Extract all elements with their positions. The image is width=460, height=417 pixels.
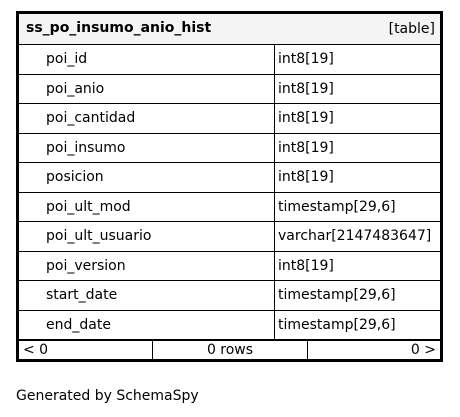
column-name: poi_ult_mod xyxy=(46,198,131,215)
column-name: poi_insumo xyxy=(46,139,126,156)
table-kind-label: [table] xyxy=(388,21,435,37)
column-name: poi_cantidad xyxy=(46,110,136,126)
column-name: posicion xyxy=(46,169,104,185)
column-type: timestamp[29,6] xyxy=(278,287,396,303)
column-list xyxy=(19,45,440,340)
column-row[interactable] xyxy=(19,193,440,223)
children-count-cell[interactable] xyxy=(308,341,440,359)
column-type: int8[19] xyxy=(278,80,334,97)
row-count-cell xyxy=(153,341,308,359)
column-type: int8[19] xyxy=(278,257,334,274)
column-type: int8[19] xyxy=(278,139,334,156)
column-name: poi_anio xyxy=(46,80,105,97)
generated-by-caption: Generated by SchemaSpy xyxy=(16,388,199,404)
column-row[interactable] xyxy=(19,75,440,105)
children-count: 0 > xyxy=(410,342,436,358)
column-type: timestamp[29,6] xyxy=(278,198,396,215)
column-name: poi_id xyxy=(46,51,88,67)
table-name[interactable]: ss_po_insumo_anio_hist xyxy=(26,20,212,36)
column-row[interactable] xyxy=(19,252,440,282)
table-node[interactable] xyxy=(16,11,443,362)
column-type: varchar[2147483647] xyxy=(278,228,432,244)
column-name: start_date xyxy=(46,287,118,303)
parents-count-cell[interactable] xyxy=(19,341,153,359)
row-count: 0 rows xyxy=(206,342,254,358)
column-type: timestamp[29,6] xyxy=(278,316,396,333)
table-header xyxy=(19,14,440,45)
column-row[interactable] xyxy=(19,45,440,75)
column-type: int8[19] xyxy=(278,51,334,67)
parents-count: < 0 xyxy=(23,342,49,358)
column-name: end_date xyxy=(46,316,111,333)
column-row[interactable] xyxy=(19,281,440,311)
column-type: int8[19] xyxy=(278,110,334,126)
column-type: int8[19] xyxy=(278,169,334,185)
column-row[interactable] xyxy=(19,134,440,164)
table-footer xyxy=(19,340,440,359)
column-name: poi_ult_usuario xyxy=(46,228,152,244)
column-name: poi_version xyxy=(46,257,126,274)
column-row[interactable] xyxy=(19,311,440,341)
column-row[interactable] xyxy=(19,163,440,193)
column-row[interactable] xyxy=(19,104,440,134)
column-row[interactable] xyxy=(19,222,440,252)
